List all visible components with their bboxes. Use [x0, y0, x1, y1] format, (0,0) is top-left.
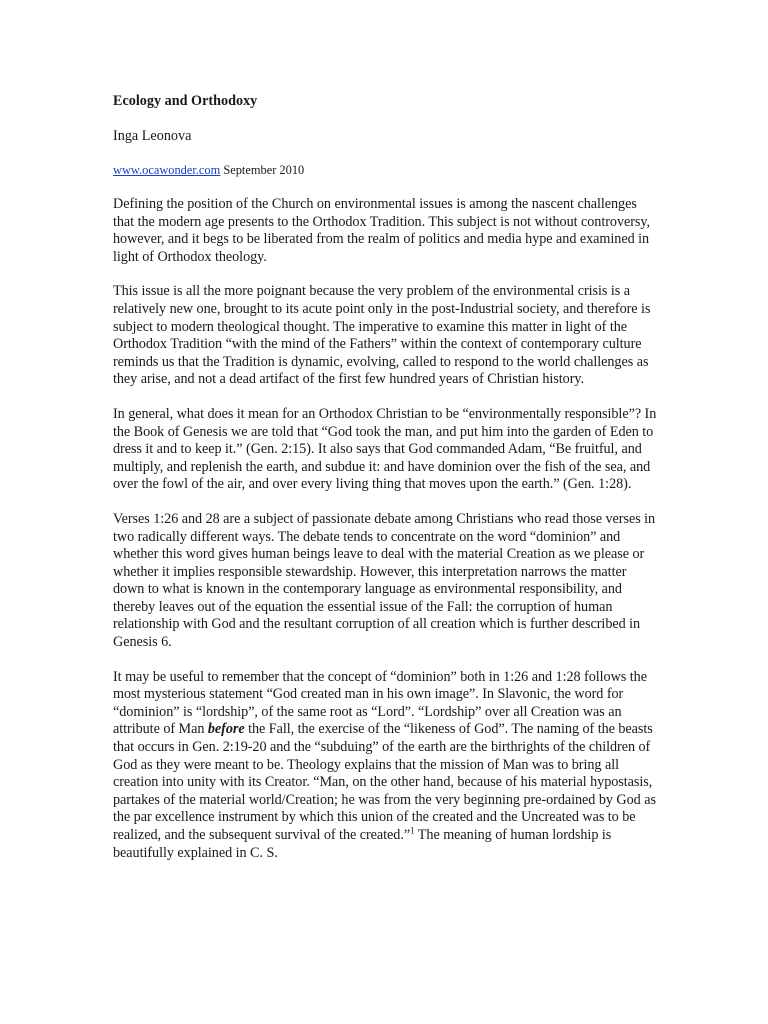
paragraph-5-part-3: The meaning of human lordship is beautifully explained in C. S. [113, 827, 612, 861]
source-line [113, 162, 658, 178]
paragraph-4: Verses 1:26 and 28 are a subject of passionate debate among Christians who read those verses in two radically different ways. The debate tends to concentrate on the word “dominion” and whether this word gives human beings leave to deal with the material Creation as we please or whether it implies responsible stewardship. However, this interpretation narrows the matter down to what is known in the contemporary language as environmental responsibility, and thereby leaves out of the equation the essential issue of the Fall: the corruption of human relationship with God and the resultant corruption of all creation which is further described in Genesis 6. [113, 510, 656, 651]
paragraph-1: Defining the position of the Church on environmental issues is among the nascent challenges that the modern age presents to the Orthodox Tradition. This subject is not without controversy, however, and it begs to be liberated from the realm of politics and media hype and examined in light of Orthodox theology. [113, 196, 651, 265]
emphasis-before: before [207, 721, 245, 738]
paragraph-5-part-1: It may be useful to remember that the concept of “dominion” both in 1:26 and 1:28 follows the most mysterious statement “God created man in his own image”. In Slavonic, the word for “dominion” is “lordship”, of the same root as “Lord”. “Lordship” over all Creation was an attribute of Man [113, 668, 647, 738]
footnote-reference[interactable]: 1 [410, 825, 415, 836]
source-date: September 2010 [220, 163, 305, 177]
paragraph-5 [113, 669, 658, 863]
paragraph-5-part-2: the Fall, the exercise of the “likeness of God”. The naming of the beasts that occurs in Gen. 2:19-20 and the “subduing” of the earth are the birthrights of the children of God as they were meant to be. Theology explains that the mission of Man was to bring all creation into unity with its Creator. “Man, on the other hand, because of his material hypostasis, partakes of the material world/Creation; he was from the very beginning pre-ordained by God as the par excellence instrument by which this union of the created and the Uncreated was to be realized, and the subsequent survival of the created.” [113, 721, 656, 843]
paragraph-2: This issue is all the more poignant because the very problem of the environmental crisis is a relatively new one, brought to its acute point only in the post-Industrial society, and therefore is subject to modern theological thought. The imperative to examine this matter in light of the Orthodox Tradition “with the mind of the Fathers” within the context of contemporary culture reminds us that the Tradition is dynamic, evolving, called to respond to the world challenges as they arise, and not a dead artifact of the first few hundred years of Christian history. [113, 283, 651, 388]
source-link[interactable]: www.ocawonder.com [113, 163, 221, 177]
document-title: Ecology and Orthodoxy [113, 93, 258, 109]
document-page [113, 92, 658, 879]
document-author: Inga Leonova [113, 128, 192, 144]
paragraph-3: In general, what does it mean for an Orthodox Christian to be “environmentally responsible”? In the Book of Genesis we are told that “God took the man, and put him into the garden of Eden to dress it and to keep it.” (Gen. 2:15). It also says that God commanded Adam, “Be fruitful, and multiply, and replenish the earth, and subdue it: and have dominion over the fish of the sea, and over the fowl of the air, and over every living thing that moves upon the earth.” (Gen. 1:28). [113, 405, 657, 493]
